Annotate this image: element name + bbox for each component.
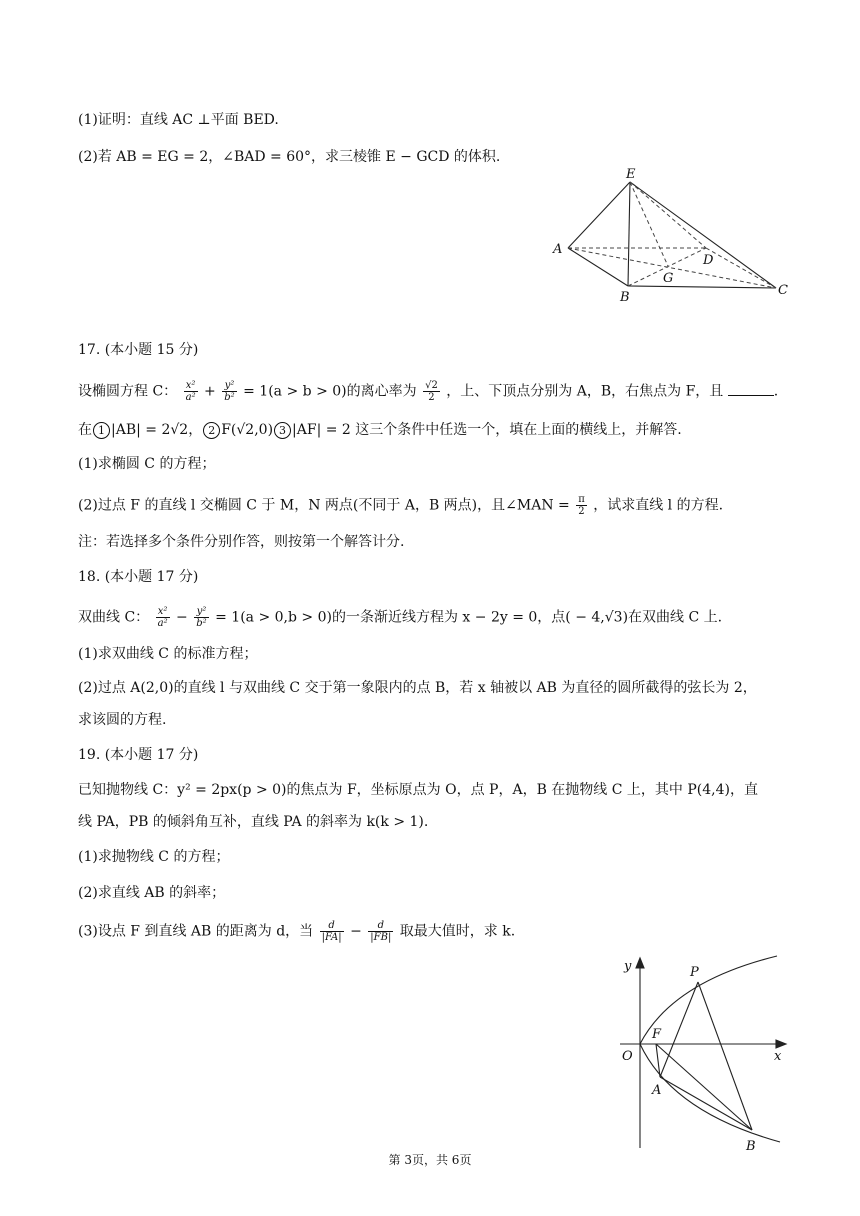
q17-header: 17. (本小题 15 分) xyxy=(78,342,199,358)
q17-part1: (1)求椭圆 C 的方程； xyxy=(78,456,216,472)
y2-over-b2: $\frac{\text{y²}}{\text{b²}}$ xyxy=(224,380,235,403)
q17-cond-lead: 在 xyxy=(78,422,92,438)
page-footer: 第 3页，共 6页 xyxy=(388,1153,472,1167)
label-E: E xyxy=(626,168,636,182)
q19-stem-a: 已知抛物线 C：y² = 2px(p > 0)的焦点为 F，坐标原点为 O，点 P，A，B 在抛物线 C 上，其中 P(4,4)，直 xyxy=(78,782,758,798)
q17-stem-d: . xyxy=(773,383,779,400)
q17-stem-a: 设椭圆方程 C： xyxy=(78,383,178,400)
circled-2: 2 xyxy=(203,422,220,439)
circled-3: 3 xyxy=(274,422,291,439)
q17-stem: 设椭圆方程 C： $\frac{\text{x²}}{\text{a²}}$ + $\frac{\text{y²}}{\text{b²}}$ = 1(a > b > 0)的离心率为 $\frac{√2}{2}$ ，上、下顶点分别为 A，B，右焦点为 F，且 . xyxy=(78,380,779,403)
q16-part2: (2)若 AB = EG = 2，∠BAD = 60°，求三棱锥 E − GCD 的体积. xyxy=(78,149,501,165)
q18-stem-b: = 1(a > 0,b > 0)的一条渐近线方程为 x − 2y = 0，点( − 4,√3)在双曲线 C 上. xyxy=(215,609,723,626)
parabola-figure xyxy=(612,952,812,1152)
y2-over-b2-b: $\frac{\text{y²}}{\text{b²}}$ xyxy=(196,606,207,629)
d-over-FA: $\frac{d}{|FA|}$ xyxy=(321,920,342,943)
label-O: O xyxy=(622,1049,633,1064)
q17-part2 xyxy=(78,494,723,517)
q17-stem-b: = 1(a > b > 0)的离心率为 xyxy=(243,383,417,400)
q17-part2-a: (2)过点 F 的直线 l 交椭圆 C 于 M，N 两点(不同于 A，B 两点)，且∠MAN = xyxy=(78,497,570,514)
q19-part1: (1)求抛物线 C 的方程； xyxy=(78,849,230,865)
q17-cond2: F(√2,0) xyxy=(221,422,274,438)
label-A: A xyxy=(553,242,563,257)
x2-over-a2: $\frac{\text{x²}}{\text{a²}}$ xyxy=(185,380,196,403)
label-A: A xyxy=(652,1083,662,1098)
pi-over-2: $\frac{\pi}{2}$ xyxy=(578,494,585,517)
q17-cond3: |AF| = 2 这三个条件中任选一个，填在上面的横线上，并解答. xyxy=(292,422,682,438)
q16-part1: (1)证明：直线 AC ⊥平面 BED. xyxy=(78,112,279,128)
label-P: P xyxy=(690,965,699,980)
q18-part2a: (2)过点 A(2,0)的直线 l 与双曲线 C 交于第一象限内的点 B，若 x 轴被以 AB 为直径的圆所截得的弦长为 2， xyxy=(78,680,757,696)
q19-part2: (2)求直线 AB 的斜率； xyxy=(78,885,226,901)
q17-part2-b: ，试求直线 l 的方程. xyxy=(593,497,724,514)
q19-stem-b: 线 PA，PB 的倾斜角互补，直线 PA 的斜率为 k(k > 1). xyxy=(78,814,429,830)
label-F: F xyxy=(652,1027,662,1042)
q19-part3-a: (3)设点 F 到直线 AB 的距离为 d，当 xyxy=(78,923,314,940)
q18-part2b: 求该圆的方程. xyxy=(78,712,167,728)
pyramid-figure xyxy=(548,168,788,308)
q18-stem-a: 双曲线 C： xyxy=(78,609,150,626)
q17-conditions xyxy=(78,420,682,440)
q19-part3-b: 取最大值时，求 k. xyxy=(399,923,516,940)
q17-note: 注：若选择多个条件分别作答，则按第一个解答计分. xyxy=(78,534,405,550)
q19-header: 19. (本小题 17 分) xyxy=(78,747,199,763)
label-B: B xyxy=(620,290,630,305)
q19-part3: (3)设点 F 到直线 AB 的距离为 d，当 $\frac{d}{|FA|}$ − $\frac{d}{|FB|}$ 取最大值时，求 k. xyxy=(78,920,516,943)
d-over-FB: $\frac{d}{|FB|}$ xyxy=(370,920,392,943)
q18-stem: 双曲线 C： $\frac{\text{x²}}{\text{a²}}$ − $\frac{\text{y²}}{\text{b²}}$ = 1(a > 0,b > 0)的一条渐近线方程为 x − 2y = 0，点( − 4,√3)在双曲线 C 上. xyxy=(78,606,723,629)
q18-part1: (1)求双曲线 C 的标准方程； xyxy=(78,646,258,662)
label-C: C xyxy=(778,283,788,298)
q18-header: 18. (本小题 17 分) xyxy=(78,569,199,585)
label-x: x xyxy=(774,1049,782,1064)
label-B: B xyxy=(746,1139,756,1152)
label-y: y xyxy=(624,959,632,974)
q17-stem-c: ，上、下顶点分别为 A，B，右焦点为 F，且 xyxy=(446,383,724,400)
fill-blank xyxy=(728,383,774,396)
circled-1: 1 xyxy=(93,422,110,439)
x2-over-a2-b: $\frac{\text{x²}}{\text{a²}}$ xyxy=(157,606,168,629)
label-G: G xyxy=(663,271,674,286)
sqrt2-over-2: $\frac{√2}{2}$ xyxy=(425,380,438,403)
q17-cond1: |AB| = 2√2， xyxy=(111,422,203,438)
label-D: D xyxy=(703,253,714,268)
